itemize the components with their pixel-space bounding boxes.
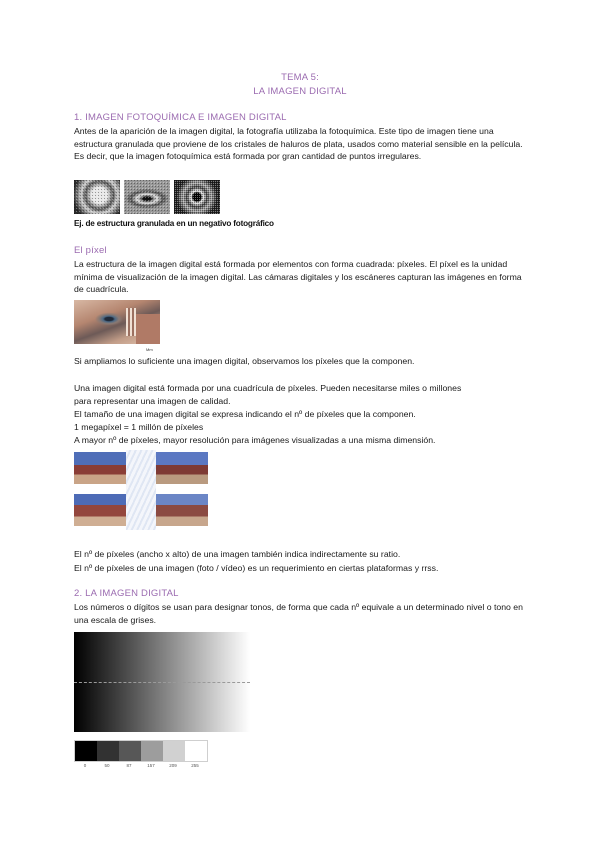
page-title-line2: LA IMAGEN DIGITAL [253,86,347,97]
grayscale-step-labels [74,763,206,771]
gray-step-label: 157 [147,763,155,768]
gray-step-209 [163,741,185,761]
gray-step-255 [185,741,207,761]
pixel-line-1: Una imagen digital está formada por una cuadrícula de píxeles. Pueden necesitarse miles o millones [74,383,462,393]
gray-step-label: 209 [169,763,177,768]
resolution-sample-3 [74,494,126,526]
pixel-line-2: para representar una imagen de calidad. [74,396,231,406]
grain-texture-2 [124,180,170,214]
gray-step-label: 87 [126,763,132,768]
eye-photo-label: Mm [146,347,153,352]
pixel-line-4: 1 megapíxel = 1 millón de píxeles [74,422,204,432]
pixel-after-line-1: El nº de píxeles (ancho x alto) de una imagen también indica indirectamente su ratio. [74,549,401,559]
resolution-sample-1 [74,452,126,484]
resolution-sample-4 [156,494,208,526]
pixel-line-5: A mayor nº de píxeles, mayor resolución para imágenes visualizadas a una misma dimensión. [74,435,436,445]
pixel-paragraph: La estructura de la imagen digital está formada por elementos con forma cuadrada: píxeles. El píxel es la unidad mínima de visualización de la imagen digital. Las cámaras digitales y los escáneres capturan las imágenes en forma de cuadrícula. [74,259,522,295]
grain-texture-3 [174,180,220,214]
comparison-background [126,450,156,530]
grayscale-gradient [74,632,250,732]
section1-heading: 1. IMAGEN FOTOQUÍMICA E IMAGEN DIGITAL [74,112,287,123]
eye-pixel-photo [74,300,160,344]
resolution-sample-2 [156,452,208,484]
pixel-block [136,314,160,344]
gray-step-0 [75,741,97,761]
gray-step-label: 255 [191,763,199,768]
gray-step-87 [119,741,141,761]
grain-photo-closeup [174,180,220,214]
section2-paragraph: Los números o dígitos se usan para designar tonos, de forma que cada nº equivale a un determinado nivel o tono en una escala de grises. [74,602,523,625]
grain-photo-face [74,180,120,214]
section2-heading: 2. LA IMAGEN DIGITAL [74,588,179,599]
gray-step-label: 50 [104,763,110,768]
grain-caption: Ej. de estructura granulada en un negativo fotográfico [74,219,274,228]
gray-step-label: 0 [83,763,87,768]
gray-step-157 [141,741,163,761]
pixel-line-3: El tamaño de una imagen digital se expresa indicando el nº de píxeles que la componen. [74,409,416,419]
pixel-after-line-2: El nº de píxeles de una imagen (foto / vídeo) es un requerimiento en ciertas plataformas y rrss. [74,563,439,573]
gradient-dashed-line [74,682,250,683]
zoom-text: Si ampliamos lo suficiente una imagen digital, observamos los píxeles que la componen. [74,356,415,366]
pixel-heading: El píxel [74,245,107,256]
grain-texture-1 [74,180,120,214]
page-title-line1: TEMA 5: [281,72,319,83]
grayscale-steps [74,740,208,762]
pixel-grid-strip [126,308,136,336]
grain-photo-eye [124,180,170,214]
resolution-comparison-image [74,450,210,530]
gray-step-50 [97,741,119,761]
eye-shape [94,312,124,326]
section1-paragraph: Antes de la aparición de la imagen digital, la fotografía utilizaba la fotoquímica. Este tipo de imagen tiene una estructura granulada que proviene de los cristales de haluros de plata, usados como material sensible en la película. Es decir, que la imagen fotoquímica está formada por gran cantidad de puntos irregulares. [74,126,523,162]
